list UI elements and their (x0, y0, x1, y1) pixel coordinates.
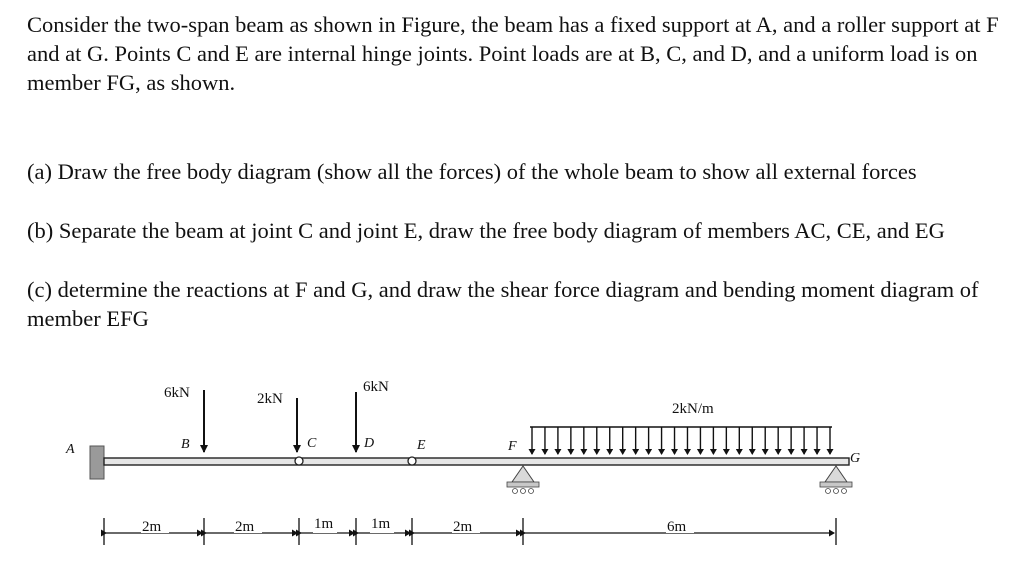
point-f-label: F (508, 439, 517, 454)
question-part-c: (c) determine the reactions at F and G, and draw the shear force diagram and bending moment diagram of member EFG (27, 277, 979, 331)
point-a-label: A (66, 442, 75, 457)
point-g-label: G (850, 451, 861, 466)
dim-de: 1m (371, 516, 391, 532)
beam (104, 458, 849, 465)
roller-support-g (820, 466, 852, 494)
point-c-label: C (307, 436, 317, 451)
dim-ef: 2m (453, 519, 473, 535)
question-part-b: (b) Separate the beam at joint C and joint E, draw the free body diagram of members AC, CE, and EG (27, 218, 945, 243)
label-d-load: 6kN (363, 379, 389, 395)
fixed-support-a (90, 446, 104, 479)
label-b-load: 6kN (164, 385, 190, 401)
point-d-label: D (364, 436, 375, 451)
udl-arrows (530, 427, 832, 454)
hinge-e (408, 457, 416, 465)
roller-support-f (507, 466, 539, 494)
dim-ab: 2m (142, 519, 162, 535)
dim-fg: 6m (667, 519, 687, 535)
dim-bc: 2m (235, 519, 255, 535)
dim-cd: 1m (314, 516, 334, 532)
question-part-a: (a) Draw the free body diagram (show all the forces) of the whole beam to show all external forces (27, 159, 917, 184)
point-e-label: E (417, 438, 426, 453)
label-c-load: 2kN (257, 391, 283, 407)
point-b-label: B (181, 437, 190, 452)
label-udl: 2kN/m (672, 401, 714, 417)
hinge-c (295, 457, 303, 465)
problem-intro: Consider the two-span beam as shown in Figure, the beam has a fixed support at A, and a roller support at F and at G. Points C and E are internal hinge joints. Point loads are at B, C, and D, and a uniform load is on member FG, as shown. (27, 12, 999, 95)
